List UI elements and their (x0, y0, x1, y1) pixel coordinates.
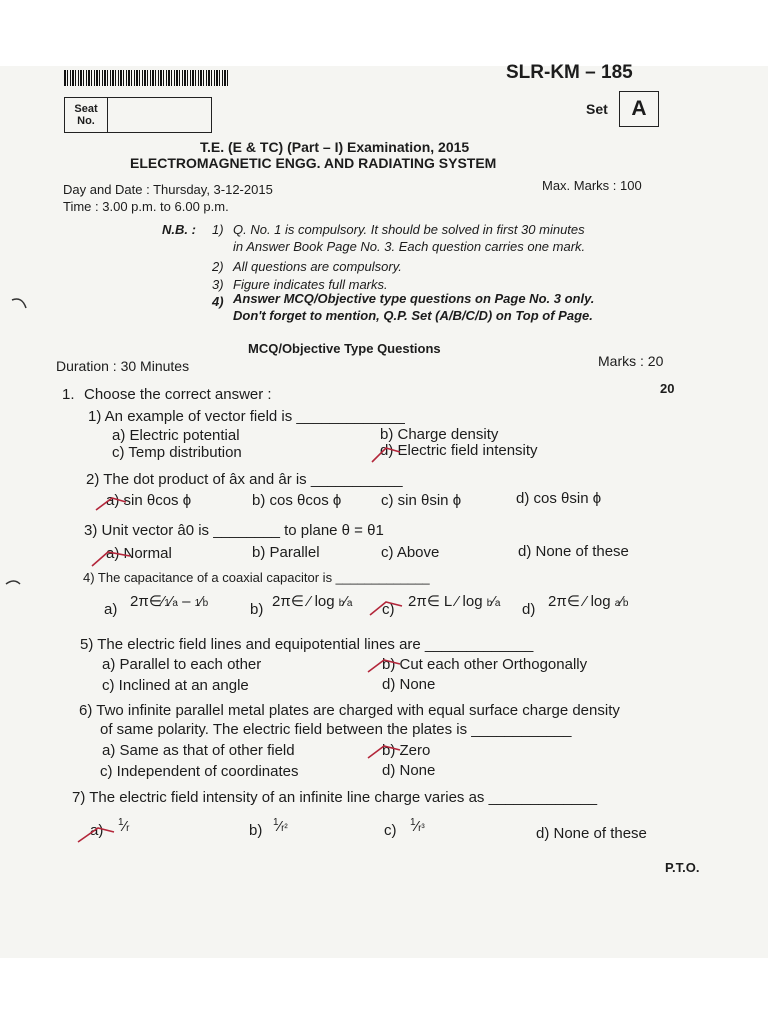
question-7-option-a: a) (90, 822, 104, 839)
question-1-option-c: c) Temp distribution (112, 444, 242, 461)
question-5-stem: 5) The electric field lines and equipotential lines are _____________ (80, 636, 534, 653)
question-7-option-d: d) None of these (536, 825, 647, 842)
set-box: A (619, 91, 659, 127)
exam-title: T.E. (E & TC) (Part – I) Examination, 2015 (200, 139, 470, 155)
question-4-option-c-formula: 2π∈ L ⁄ log b⁄a (408, 593, 501, 610)
note-1-num: 1) (212, 222, 224, 237)
question-3-option-d: d) None of these (518, 543, 629, 560)
question-3-option-b: b) Parallel (252, 544, 320, 561)
subject-title: ELECTROMAGNETIC ENGG. AND RADIATING SYSTEM (130, 155, 497, 171)
question-7-stem: 7) The electric field intensity of an infinite line charge varies as _____________ (72, 789, 598, 806)
question-5-option-d: d) None (382, 676, 436, 693)
q1-number: 1. (62, 386, 75, 403)
question-4-option-d: d) (522, 601, 536, 618)
tick-mark-q3 (92, 552, 130, 566)
question-4-option-d-formula: 2π∈ ⁄ log a⁄b (548, 593, 629, 610)
question-1-option-b: b) Charge density (380, 426, 499, 443)
nb-label: N.B. : (162, 222, 196, 237)
question-3-option-a: a) Normal (106, 545, 172, 562)
question-4-option-b: b) (250, 601, 264, 618)
question-7-option-a-formula: $^1$⁄r (118, 817, 130, 835)
tick-mark-q5 (368, 660, 400, 672)
question-5-option-a: a) Parallel to each other (102, 656, 262, 673)
question-6-option-d: d) None (382, 762, 436, 779)
tick-mark-q1 (372, 448, 400, 462)
max-marks: Max. Marks : 100 (542, 178, 642, 193)
section-marks: Marks : 20 (598, 353, 664, 369)
q1-text: Choose the correct answer : (84, 386, 272, 403)
question-2-stem: 2) The dot product of âx and âr is ___________ (86, 471, 403, 488)
question-2-option-a: a) sin θcos ϕ (106, 492, 192, 509)
tick-mark-q7 (78, 828, 114, 842)
question-3-option-c: c) Above (381, 544, 440, 561)
question-1-option-a: a) Electric potential (112, 427, 240, 444)
margin-pen-mark-2 (6, 581, 20, 584)
question-6-option-b: b) Zero (382, 742, 431, 759)
note-2-num: 2) (212, 259, 224, 274)
note-4-num: 4) (212, 294, 224, 309)
question-2-option-d: d) cos θsin ϕ (516, 490, 602, 507)
note-4-line-2: Don't forget to mention, Q.P. Set (A/B/C/D) on Top of Page. (233, 308, 593, 323)
question-1-option-d: d) Electric field intensity (380, 442, 538, 459)
tick-mark-q6 (368, 746, 400, 758)
question-5-option-c: c) Inclined at an angle (102, 677, 249, 694)
question-7-option-b-formula: $^1$⁄r² (273, 817, 288, 835)
question-4-option-a: a) (104, 601, 118, 618)
question-2-option-b: b) cos θcos ϕ (252, 492, 342, 509)
note-4-line-1: Answer MCQ/Objective type questions on Page No. 3 only. (233, 291, 595, 306)
question-7-option-b: b) (249, 822, 263, 839)
question-6-option-a: a) Same as that of other field (102, 742, 295, 759)
question-4-option-b-formula: 2π∈ ⁄ log b⁄a (272, 593, 353, 610)
margin-pen-mark (12, 299, 26, 308)
note-2-line-1: All questions are compulsory. (233, 259, 402, 274)
question-4-option-a-formula: 2π∈⁄1⁄a – 1⁄b (130, 593, 209, 610)
question-5-option-b: b) Cut each other Orthogonally (382, 656, 588, 673)
question-1-stem: 1) An example of vector field is _____________ (88, 408, 405, 425)
question-4-stem: 4) The capacitance of a coaxial capacitor is _____________ (83, 570, 430, 585)
question-4-option-c: c) (382, 601, 395, 618)
note-1-line-1: Q. No. 1 is compulsory. It should be solved in first 30 minutes (233, 222, 585, 237)
section-title: MCQ/Objective Type Questions (248, 341, 441, 356)
duration: Duration : 30 Minutes (56, 358, 190, 374)
paper-code: SLR-KM – 185 (506, 62, 633, 83)
exam-time: Time : 3.00 p.m. to 6.00 p.m. (63, 199, 229, 214)
set-label: Set (586, 101, 608, 117)
question-6-option-c: c) Independent of coordinates (100, 763, 299, 780)
question-7-option-c: c) (384, 822, 397, 839)
marks-score: 20 (660, 381, 675, 396)
tick-mark-q2 (96, 498, 126, 510)
question-6-stem-line-2: of same polarity. The electric field between the plates is ____________ (100, 721, 572, 738)
question-6-stem-line-1: 6) Two infinite parallel metal plates are charged with equal surface charge density (79, 702, 620, 719)
question-2-option-c: c) sin θsin ϕ (381, 492, 462, 509)
pto: P.T.O. (665, 860, 700, 875)
note-1-line-2: in Answer Book Page No. 3. Each question carries one mark. (233, 239, 586, 254)
question-7-option-c-formula: $^1$⁄r³ (410, 817, 425, 835)
question-3-stem: 3) Unit vector â0 is ________ to plane θ = θ1 (84, 522, 384, 539)
seat-label: Seat No. (65, 98, 108, 132)
tick-mark-q4 (370, 602, 402, 615)
note-3-line-1: Figure indicates full marks. (233, 277, 388, 292)
note-3-num: 3) (212, 277, 224, 292)
day-date: Day and Date : Thursday, 3-12-2015 (63, 182, 273, 197)
